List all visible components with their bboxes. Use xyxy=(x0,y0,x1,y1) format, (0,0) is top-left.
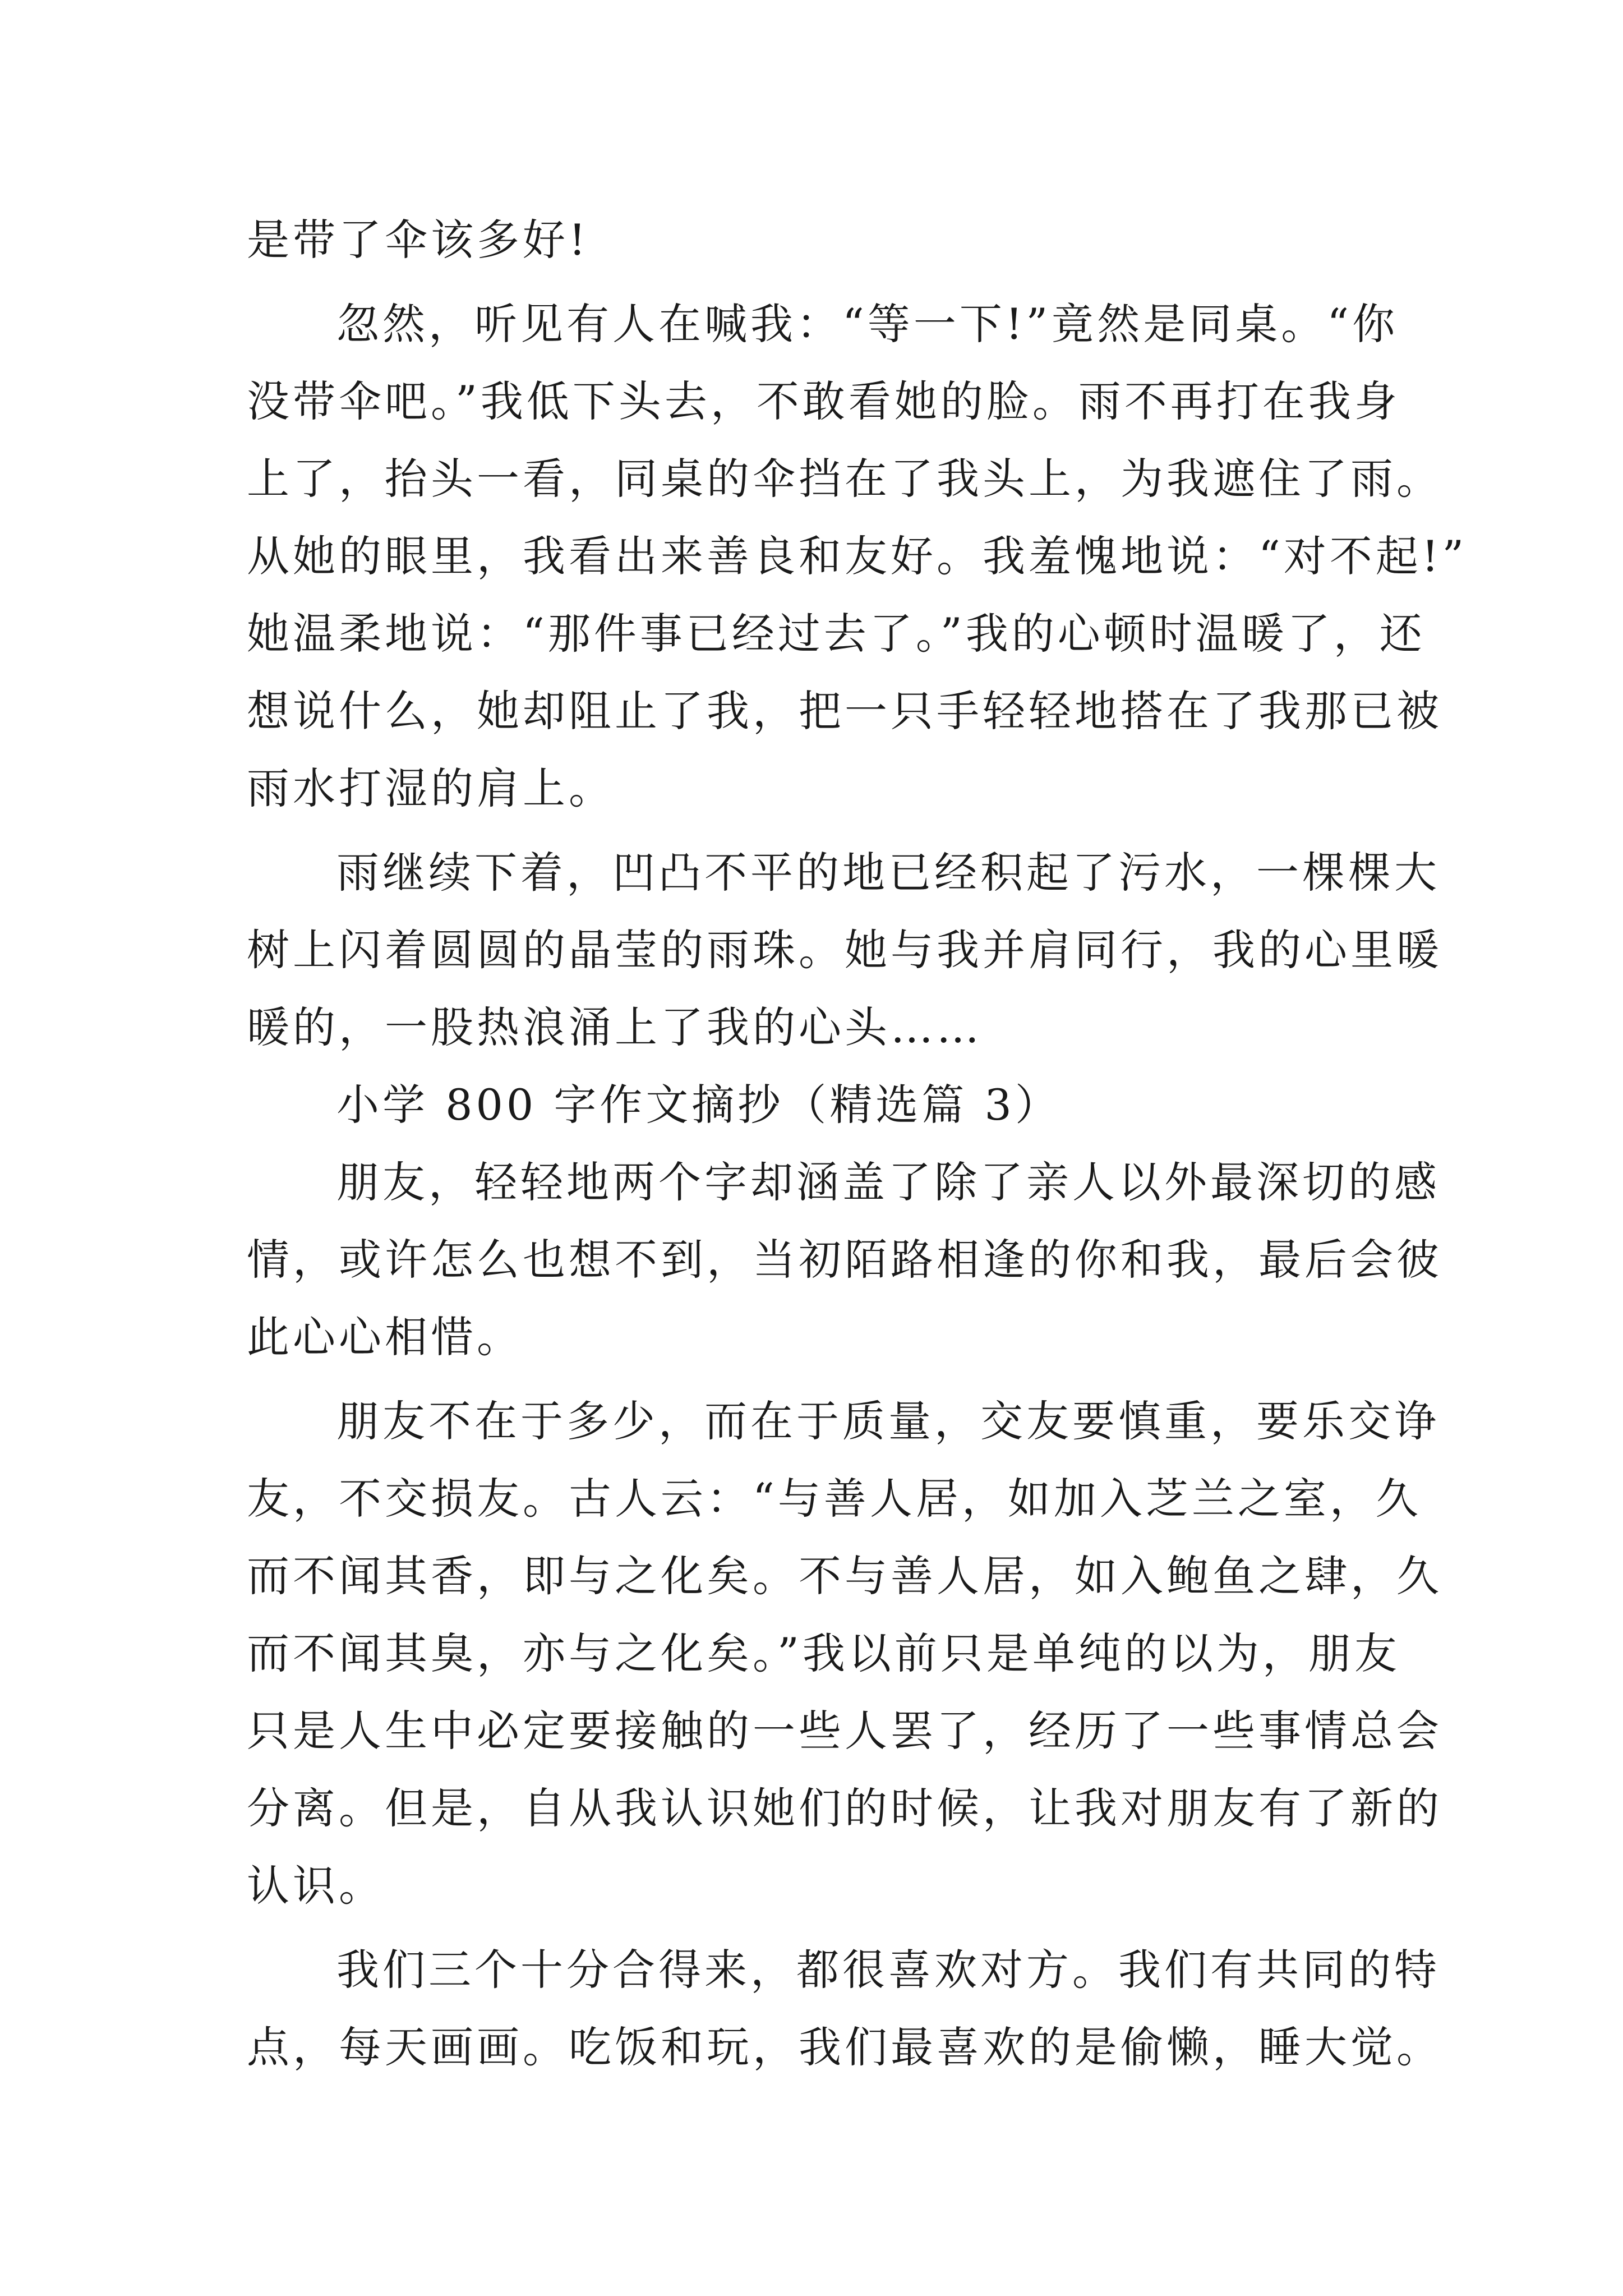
section-heading: 小学 800 字作文摘抄（精选篇 3） xyxy=(336,1080,1061,1130)
text-line: 此心心相惜。 xyxy=(247,1312,523,1362)
text-line: 想说什么，她却阻止了我，把一只手轻轻地搭在了我那已被 xyxy=(247,686,1442,736)
text-line: 分离。但是，自从我认识她们的时候，让我对朋友有了新的 xyxy=(247,1783,1442,1833)
text-line: 而不闻其香，即与之化矣。不与善人居，如入鲍鱼之肆，久 xyxy=(247,1551,1442,1601)
paragraph-start-line: 忽然，听见有人在喊我：“等一下!”竟然是同桌。“你 xyxy=(336,299,1399,349)
paragraph-start-line: 朋友不在于多少，而在于质量，交友要慎重，要乐交诤 xyxy=(336,1396,1440,1446)
text-line: 点，每天画画。吃饭和玩，我们最喜欢的是偷懒，睡大觉。 xyxy=(247,2022,1442,2072)
paragraph-start-line: 我们三个十分合得来，都很喜欢对方。我们有共同的特 xyxy=(336,1945,1440,1995)
text-line: 只是人生中必定要接触的一些人罢了，经历了一些事情总会 xyxy=(247,1706,1442,1756)
text-line: 是带了伞该多好! xyxy=(247,215,589,265)
text-line: 上了，抬头一看，同桌的伞挡在了我头上，为我遮住了雨。 xyxy=(247,454,1442,504)
text-line: 情，或许怎么也想不到，当初陌路相逢的你和我，最后会彼 xyxy=(247,1235,1442,1285)
paragraph-start-line: 朋友，轻轻地两个字却涵盖了除了亲人以外最深切的感 xyxy=(336,1157,1440,1207)
text-line: 认识。 xyxy=(247,1861,385,1911)
text-line: 没带伞吧。”我低下头去，不敢看她的脸。雨不再打在我身 xyxy=(247,376,1400,426)
text-line: 雨水打湿的肩上。 xyxy=(247,763,615,813)
text-line: 从她的眼里，我看出来善良和友好。我羞愧地说：“对不起!” xyxy=(247,531,1468,581)
text-line: 树上闪着圆圆的晶莹的雨珠。她与我并肩同行，我的心里暖 xyxy=(247,925,1442,975)
text-line: 她温柔地说：“那件事已经过去了。”我的心顿时温暖了，还 xyxy=(247,609,1426,659)
paragraph-start-line: 雨继续下着，凹凸不平的地已经积起了污水，一棵棵大 xyxy=(336,848,1440,898)
text-line: 暖的，一股热浪涌上了我的心头…… xyxy=(247,1002,983,1052)
text-line: 友，不交损友。古人云：“与善人居，如加入芝兰之室，久 xyxy=(247,1474,1422,1524)
text-line: 而不闻其臭，亦与之化矣。”我以前只是单纯的以为，朋友 xyxy=(247,1628,1400,1678)
